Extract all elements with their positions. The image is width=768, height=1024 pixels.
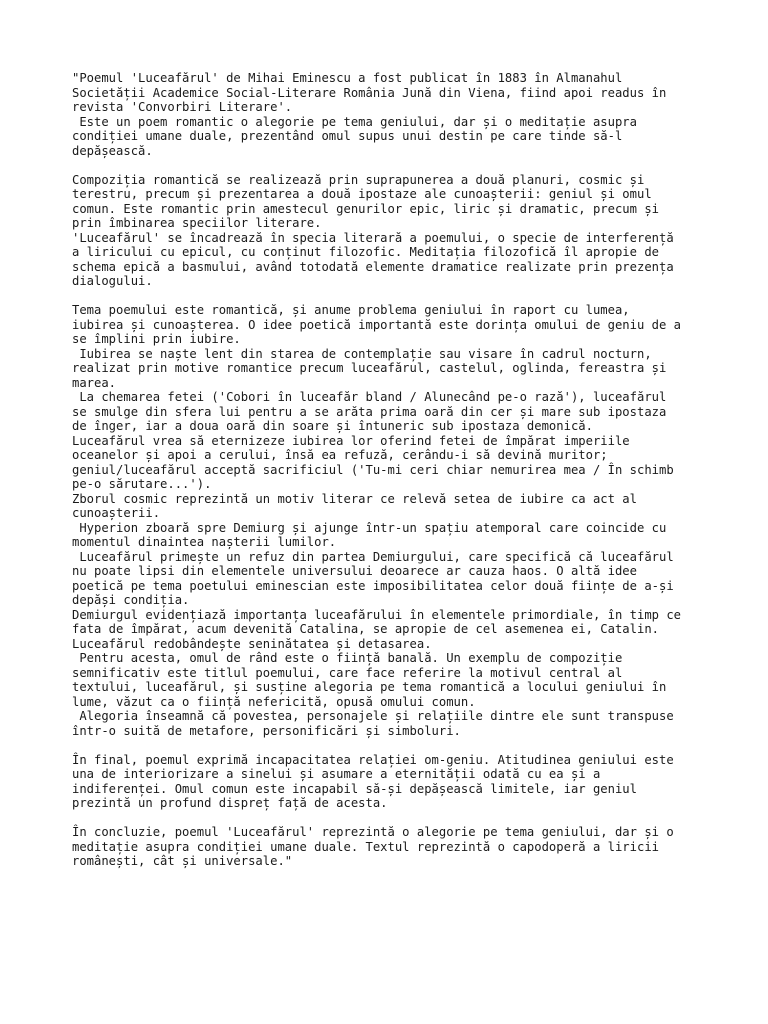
text-line: Societății Academice Social-Literare România Jună din Viena, fiind apoi readus în <box>72 85 667 100</box>
text-line: semnificativ este titlul poemului, care face referire la motivul central al <box>72 665 623 680</box>
text-line: oceanelor și apoi a cerului, însă ea refuză, cerându-i să devină muritor; <box>72 448 608 462</box>
paragraph-spacer <box>72 158 712 173</box>
text-line: geniul/luceafărul acceptă sacrificiul ('Tu-mi ceri chiar nemurirea mea / În schimb <box>72 462 674 477</box>
text-line: terestru, precum și prezentarea a două ipostaze ale cunoașterii: geniul și omul <box>72 187 652 201</box>
text-line: una de interiorizare a sinelui și asumare a eternității odată cu ea și a <box>72 767 601 781</box>
text-line: marea. <box>72 375 117 390</box>
document-body <box>72 71 712 869</box>
paragraph-spacer <box>72 811 712 826</box>
text-line: pe-o sărutare...'). <box>72 477 212 491</box>
paragraph-spacer <box>72 738 712 753</box>
text-line: Alegoria înseamnă că povestea, personajele și relațiile dintre ele sunt transpuse <box>72 709 674 723</box>
text-line: momentul dinaintea nașterii lumilor. <box>72 535 337 549</box>
text-line: realizat prin motive romantice precum luceafărul, castelul, oglinda, fereastra și <box>72 361 667 375</box>
text-line: poetică pe tema poetului eminescian este imposibilitatea celor două ființe de a-și <box>72 578 674 593</box>
text-line: schema epică a basmului, având totodată elemente dramatice realizate prin prezența <box>72 259 674 274</box>
paragraph-spacer <box>72 289 712 304</box>
text-line: Luceafărul primește un refuz din partea Demiurgului, care specifică că luceafărul <box>72 549 674 564</box>
text-line: Iubirea se naște lent din starea de contemplație sau visare în cadrul nocturn, <box>72 346 652 361</box>
text-line: nu poate lipsi din elementele universului deoarece ar cauza haos. O altă idee <box>72 564 637 578</box>
text-line: În concluzie, poemul 'Luceafărul' reprezintă o alegorie pe tema geniului, dar și o <box>72 825 674 839</box>
text-line: fata de împărat, acum devenită Catalina, se apropie de cel asemenea ei, Catalin. <box>72 622 659 636</box>
text-line: se smulge din sfera lui pentru a se arăta prima oară din cer și mare sub ipostaza <box>72 404 667 419</box>
text-line: a liricului cu epicul, cu conținut filozofic. Meditația filozofică îl apropie de <box>72 245 659 259</box>
text-line: meditație asupra condiției umane duale. Textul reprezintă o capodoperă a liricii <box>72 839 659 854</box>
text-line: depășească. <box>72 143 153 158</box>
text-line: prezintă un profund dispreț față de acesta. <box>72 796 388 810</box>
text-line: 'Luceafărul' se încadrează în specia literară a poemului, o specie de interferență <box>72 230 674 245</box>
text-line: comun. Este romantic prin amestecul genurilor epic, liric și dramatic, precum și <box>72 201 659 216</box>
text-line: Pentru acesta, omul de rând este o ființă banală. Un exemplu de compoziție <box>72 651 623 665</box>
text-line: Zborul cosmic reprezintă un motiv literar ce relevă setea de iubire ca act al <box>72 491 637 506</box>
text-line: iubirea și cunoașterea. O idee poetică importantă este dorința omului de geniu de a <box>72 317 682 332</box>
text-line: dialogului. <box>72 274 153 288</box>
text-line: În final, poemul exprimă incapacitatea relației om-geniu. Atitudinea geniului este <box>72 752 674 767</box>
text-line: "Poemul 'Luceafărul' de Mihai Eminescu a fost publicat în 1883 în Almanahul <box>72 71 623 85</box>
text-line: prin îmbinarea speciilor literare. <box>72 216 322 230</box>
text-line: cunoașterii. <box>72 506 161 520</box>
text-line: Luceafărul vrea să eternizeze iubirea lor oferind fetei de împărat imperiile <box>72 433 630 448</box>
text-line: Demiurgul evidențiază importanța luceafărului în elementele primordiale, în timp ce <box>72 607 682 622</box>
text-line: de înger, iar a doua oară din soare și întuneric sub ipostaza demonică. <box>72 419 593 433</box>
text-line: Tema poemului este romantică, și anume problema geniului în raport cu lumea, <box>72 303 630 317</box>
text-line: Compoziția romantică se realizează prin suprapunerea a două planuri, cosmic și <box>72 172 645 187</box>
text-line: depăși condiția. <box>72 593 190 607</box>
text-line: românești, cât și universale." <box>72 854 293 868</box>
text-line: revista 'Convorbiri Literare'. <box>72 100 293 114</box>
text-line: indiferenței. Omul comun este incapabil să-și depășească limitele, iar geniul <box>72 781 637 796</box>
text-line: lume, văzut ca o ființă nefericită, opusă omului comun. <box>72 694 476 709</box>
text-line: se împlini prin iubire. <box>72 332 241 346</box>
text-line: Este un poem romantic o alegorie pe tema geniului, dar și o meditație asupra <box>72 114 637 129</box>
text-line: Luceafărul redobândește seninătatea și detasarea. <box>72 636 432 651</box>
text-line: într-o suită de metafore, personificări și simboluri. <box>72 723 461 738</box>
text-line: textului, luceafărul, și susține alegoria pe tema romantică a locului geniului în <box>72 680 667 694</box>
text-line: condiției umane duale, prezentând omul supus unui destin pe care tinde să-l <box>72 129 623 143</box>
text-line: La chemarea fetei ('Cobori în luceafăr bland / Alunecând pe-o rază'), luceafărul <box>72 390 667 404</box>
text-line: Hyperion zboară spre Demiurg și ajunge într-un spațiu atemporal care coincide cu <box>72 520 667 535</box>
